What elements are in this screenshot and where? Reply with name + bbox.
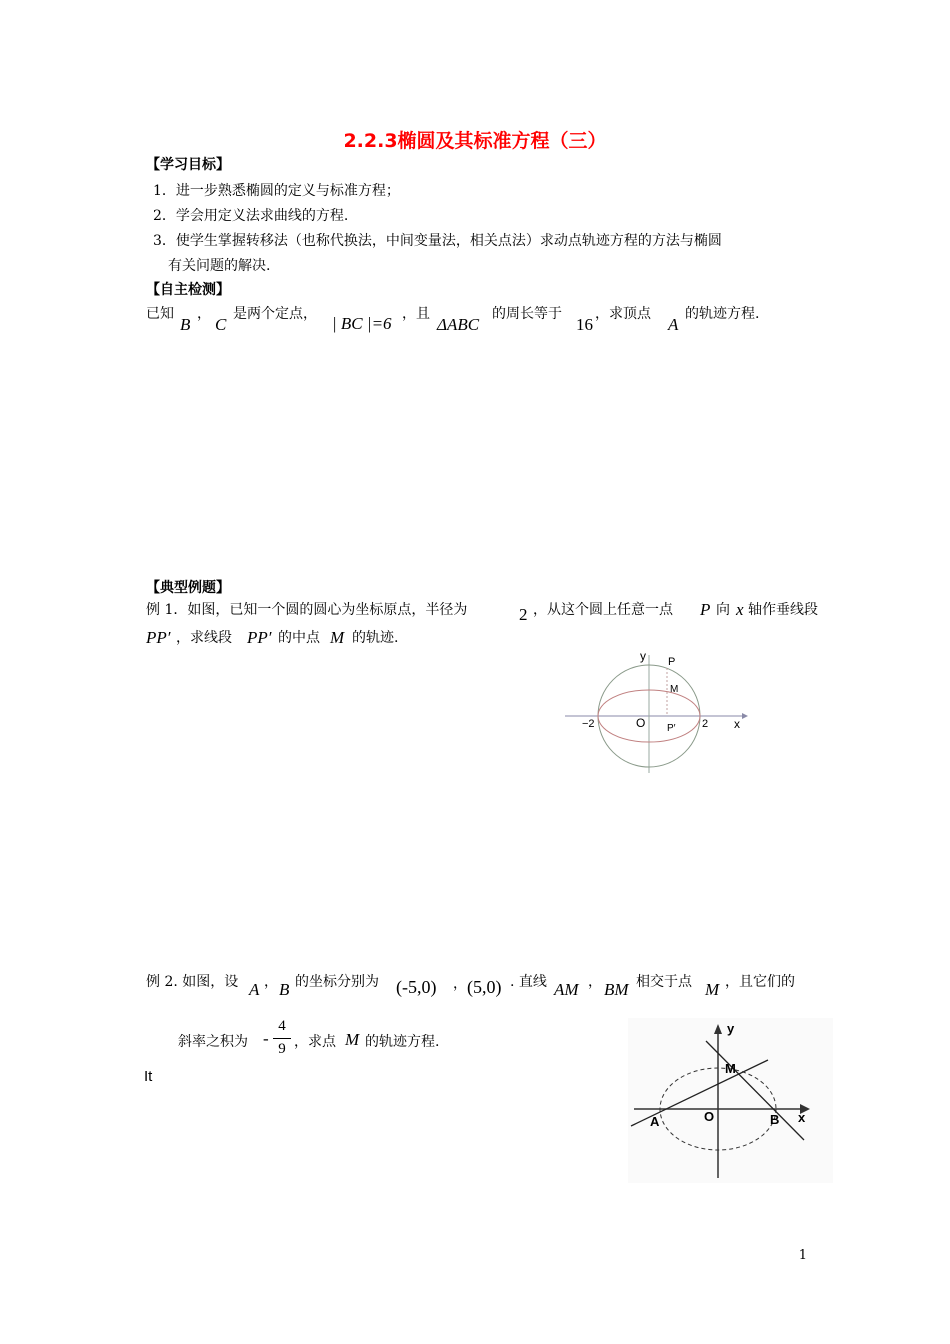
fraction-bar [273,1038,291,1039]
math-triangle-abc: ΔABC [437,315,480,334]
math-var-x: x [736,600,744,619]
math-number-16: 16 [576,315,593,334]
figure-circle-ellipse [560,645,750,775]
math-point-b: (5,0) [467,977,502,997]
math-var-a: A [668,315,679,334]
label-m: M [725,1061,736,1076]
x-axis-arrow-icon [742,713,748,719]
self-check-heading: 【自主检测】 [146,282,230,298]
example-2-text: 相交于点 [636,974,692,990]
example-1-text: 轴作垂线段 [748,602,818,618]
label-p: P [668,656,676,668]
math-fraction-denominator: 9 [278,1041,286,1057]
label-pos2: 2 [702,718,709,730]
example-2-text: ，且它们的 [725,974,795,990]
example-1-text: ，求线段 [176,630,232,646]
label-neg2: −2 [582,718,595,730]
punctuation: ， [588,974,602,990]
math-segment-pp: PP′ [247,628,272,647]
math-var-b: B [180,315,191,334]
math-var-p: P [700,600,711,619]
objective-item: 1．进一步熟悉椭圆的定义与标准方程； [153,183,400,199]
math-line-bm: BM [604,980,629,999]
self-check-text: 的轨迹方程. [685,306,760,322]
math-minus: - [263,1029,269,1048]
punctuation: ， [264,974,278,990]
example-2-text: 斜率之积为 [178,1034,248,1050]
punctuation: ， [453,976,467,992]
example-2-text: 的坐标分别为 [295,974,379,990]
objective-item: 有关问题的解决. [168,258,271,274]
objective-item: 2．学会用定义法求曲线的方程. [153,208,349,224]
label-m: M [670,684,679,695]
math-var-m: M [345,1030,360,1049]
math-bc-length: | BC |=6 [332,314,392,333]
page-title: 2.2.3椭圆及其标准方程（三） [343,130,607,152]
punctuation: ， [197,306,211,322]
math-radius: 2 [519,605,528,624]
example-1-text: 向 [716,602,730,618]
math-var-a: A [249,980,260,999]
label-a: A [650,1114,660,1129]
math-point-a: (-5,0) [396,977,437,997]
label-origin: O [704,1109,715,1124]
examples-heading: 【典型例题】 [146,580,230,596]
example-1-text: 的轨迹. [352,630,399,646]
label-y: y [640,649,646,663]
label-b: B [770,1112,780,1127]
math-var-m: M [330,628,345,647]
stray-mark: It [144,1068,153,1085]
example-2-text: ，求点 [294,1034,336,1050]
label-y: y [727,1021,735,1036]
objectives-heading: 【学习目标】 [146,157,230,173]
math-fraction-numerator: 4 [278,1018,286,1034]
example-1-text: 的中点 [278,630,320,646]
self-check-text: 已知 [146,306,174,322]
math-line-am: AM [554,980,579,999]
label-p-prime: P′ [667,723,676,734]
math-segment-pp: PP′ [146,628,171,647]
page-number: 1 [798,1248,807,1263]
example-2-text: 例 2. 如图，设 [146,974,239,990]
figure-lines-ellipse [628,1018,833,1183]
objective-item: 3．使学生掌握转移法（也称代换法，中间变量法，相关点法）求动点轨迹方程的方法与椭圆 [153,233,722,249]
math-var-b: B [279,980,290,999]
self-check-text: 是两个定点， [233,306,317,322]
self-check-text: ，且 [402,306,430,322]
figure-background [628,1018,833,1183]
label-x: x [734,717,740,731]
example-2-text: 的轨迹方程. [365,1034,440,1050]
example-1-text: ，从这个圆上任意一点 [533,602,673,618]
label-origin: O [636,716,646,730]
example-2-text: . 直线 [510,974,547,990]
math-var-c: C [215,315,227,334]
math-var-m: M [705,980,720,999]
label-x: x [798,1110,806,1125]
example-1-text: 例 1．如图，已知一个圆的圆心为坐标原点，半径为 [146,602,468,618]
self-check-text: ，求顶点 [595,306,651,322]
self-check-text: 的周长等于 [492,306,562,322]
